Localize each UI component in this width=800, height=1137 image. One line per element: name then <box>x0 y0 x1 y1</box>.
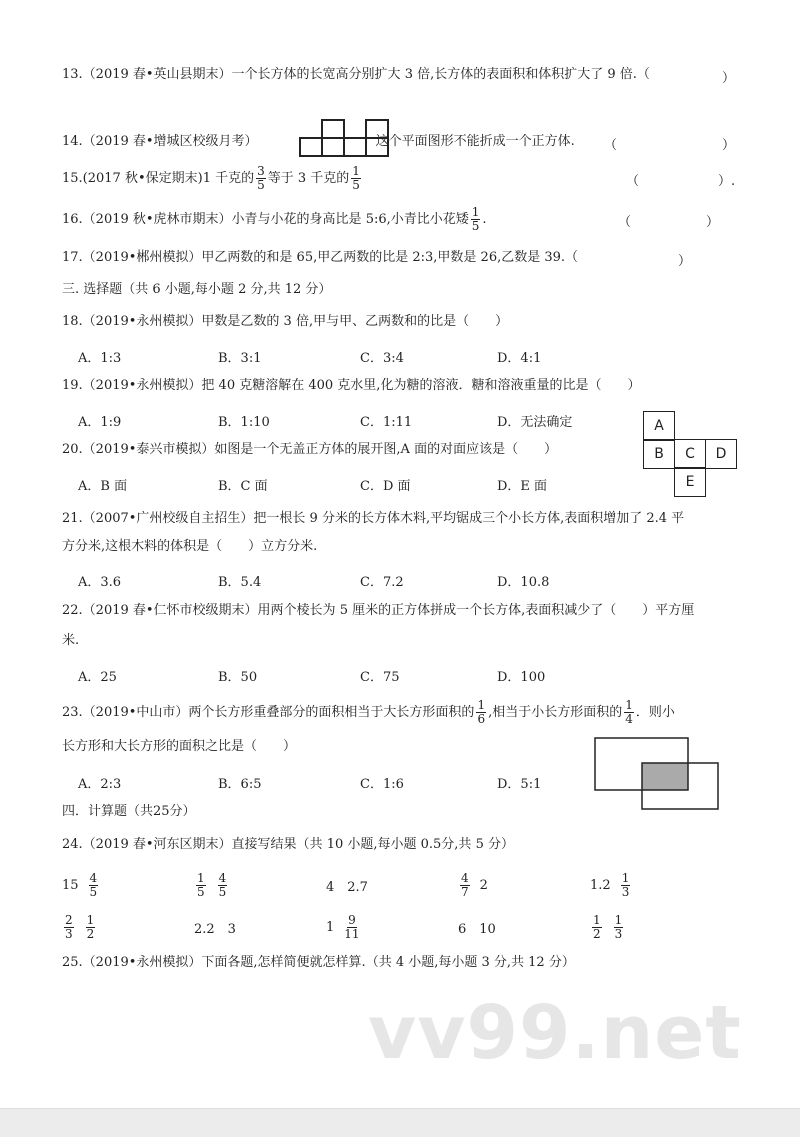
fraction: 4 5 <box>89 870 98 899</box>
calc-item <box>326 910 362 944</box>
answer-bracket-open: （ <box>626 174 640 189</box>
fraction: $\frac{1}{4}$ <box>625 698 633 726</box>
option-c[interactable]: C．1:6 <box>360 777 404 792</box>
option-a[interactable]: A．2:3 <box>78 777 122 792</box>
option-d[interactable]: D．无法确定 <box>497 415 573 430</box>
option-c[interactable]: C．7.2 <box>360 575 404 590</box>
calc-term: 2.2 3 <box>194 921 236 937</box>
question-21: 21.（2007•广州校级自主招生）把一根长 9 分米的长方体木料,平均锯成三个小长方体,表面积增加了 2.4 平 <box>62 511 685 526</box>
face-d: D <box>705 439 737 469</box>
calc-item <box>194 868 229 902</box>
question-21-cont: 方分米,这根木料的体积是（ ）立方分米. <box>62 539 318 554</box>
overlapping-rectangles-figure <box>590 734 722 812</box>
option-a[interactable]: A．3.6 <box>78 575 122 590</box>
question-25: 25.（2019•永州模拟）下面各题,怎样简便就怎样算.（共 4 小题,每小题 3 分,共 12 分） <box>62 955 575 970</box>
option-b[interactable]: B．5.4 <box>218 575 262 590</box>
option-d[interactable]: D．4:1 <box>497 351 542 366</box>
calc-item <box>326 868 368 902</box>
option-c[interactable]: C．D 面 <box>360 479 411 494</box>
option-d[interactable]: D．E 面 <box>497 479 548 494</box>
question-13: 13.（2019 春•英山县期末）一个长方体的长宽高分别扩大 3 倍,长方体的表面积和体积扩大了 9 倍.（ <box>62 67 650 82</box>
section-3-heading: 三. 选择题（共 6 小题,每小题 2 分,共 12 分） <box>62 282 332 297</box>
question-22-cont: 米. <box>62 633 80 648</box>
fraction: 1 3 <box>621 870 630 899</box>
question-18: 18.（2019•永州模拟）甲数是乙数的 3 倍,甲与甲、乙两数和的比是（ ） <box>62 314 509 329</box>
calc-item <box>458 910 496 944</box>
calc-term: 2 <box>479 877 488 893</box>
calc-item <box>458 868 488 902</box>
calc-term: 6 10 <box>458 921 496 937</box>
fraction: $\frac{1}{5}$ <box>352 164 360 192</box>
calc-item <box>62 868 100 902</box>
option-b[interactable]: B．50 <box>218 670 258 685</box>
calc-term: 4 2.7 <box>326 879 368 895</box>
question-20: 20.（2019•泰兴市模拟）如图是一个无盖正方体的展开图,A 面的对面应该是（ ） <box>62 442 558 457</box>
face-c: C <box>674 439 706 469</box>
watermark: vv99.net <box>368 990 742 1076</box>
option-b[interactable]: B．6:5 <box>218 777 262 792</box>
question-15: 15.(2017 秋•保定期末)1 千克的 $\frac{3}{5}$ 等于 3 千克的 $\frac{1}{5}$ <box>62 164 360 192</box>
question-19: 19.（2019•永州模拟）把 40 克糖溶解在 400 克水里,化为糖的溶液．糖和溶液重量的比是（ ） <box>62 378 641 393</box>
fraction: 1 5 <box>197 870 205 899</box>
question-16: 16.（2019 秋•虎林市期末）小青与小花的身高比是 5:6,小青比小花矮 $\frac{1}{5}$ . <box>62 205 487 233</box>
bottom-scrollbar[interactable] <box>0 1108 800 1137</box>
fraction: $\frac{3}{5}$ <box>257 164 265 192</box>
calc-item <box>590 868 632 902</box>
option-a[interactable]: A．1:3 <box>78 351 122 366</box>
option-b[interactable]: B．3:1 <box>218 351 262 366</box>
fraction: $\frac{1}{6}$ <box>477 698 486 726</box>
answer-bracket-open: （ <box>604 138 618 153</box>
fraction: 1 2 <box>593 912 601 941</box>
section-4-heading: 四．计算题（共25分） <box>62 804 196 819</box>
face-a: A <box>643 411 675 441</box>
question-23-cont: 长方形和大长方形的面积之比是（ ） <box>62 739 297 754</box>
answer-bracket-close: ） <box>722 138 736 153</box>
face-e: E <box>674 467 706 497</box>
fraction: 9 11 <box>344 912 360 941</box>
calc-item <box>62 910 97 944</box>
question-22: 22.（2019 春•仁怀市校级期末）用两个棱长为 5 厘米的正方体拼成一个长方体,表面积减少了（ ）平方厘 <box>62 603 695 618</box>
question-24: 24.（2019 春•河东区期末）直接写结果（共 10 小题,每小题 0.5分,共 5 分） <box>62 837 514 852</box>
face-b: B <box>643 439 675 469</box>
question-17: 17.（2019•郴州模拟）甲乙两数的和是 65,甲乙两数的比是 2:3,甲数是 26,乙数是 39.（ <box>62 250 579 265</box>
fraction: 1 2 <box>86 912 95 941</box>
option-c[interactable]: C．1:11 <box>360 415 413 430</box>
calc-item <box>194 910 236 944</box>
fraction: 1 3 <box>614 912 623 941</box>
option-c[interactable]: C．75 <box>360 670 400 685</box>
calc-term: 1 <box>326 919 335 935</box>
calc-term: 1.2 <box>590 877 611 893</box>
option-d[interactable]: D．5:1 <box>497 777 542 792</box>
answer-bracket-close: ）. <box>718 174 736 189</box>
option-b[interactable]: B．1:10 <box>218 415 270 430</box>
fraction: 4 7 <box>461 870 469 899</box>
answer-bracket-close: ） <box>722 71 736 86</box>
option-a[interactable]: A．25 <box>78 670 117 685</box>
cube-net-figure <box>300 120 388 156</box>
option-d[interactable]: D．100 <box>497 670 546 685</box>
question-23: 23.（2019•中山市）两个长方形重叠部分的面积相当于大长方形面积的 $\frac{1}{6}$ ,相当于小长方形面积的 $\frac{1}{4}$ ．则小 <box>62 698 675 726</box>
answer-bracket-close: ） <box>678 254 692 269</box>
option-b[interactable]: B．C 面 <box>218 479 268 494</box>
option-d[interactable]: D．10.8 <box>497 575 550 590</box>
calc-item <box>590 910 625 944</box>
option-c[interactable]: C．3:4 <box>360 351 404 366</box>
fraction: 4 5 <box>218 870 227 899</box>
option-a[interactable]: A．1:9 <box>78 415 122 430</box>
option-a[interactable]: A．B 面 <box>78 479 128 494</box>
fraction: 2 3 <box>65 912 73 941</box>
answer-bracket-close: ） <box>706 215 720 230</box>
calc-term: 15 <box>62 877 79 893</box>
answer-bracket-open: （ <box>618 215 632 230</box>
question-14: 14.（2019 春•增城区校级月考） 这个平面图形不能折成一个正方体. <box>62 134 575 149</box>
fraction: $\frac{1}{5}$ <box>471 205 480 233</box>
